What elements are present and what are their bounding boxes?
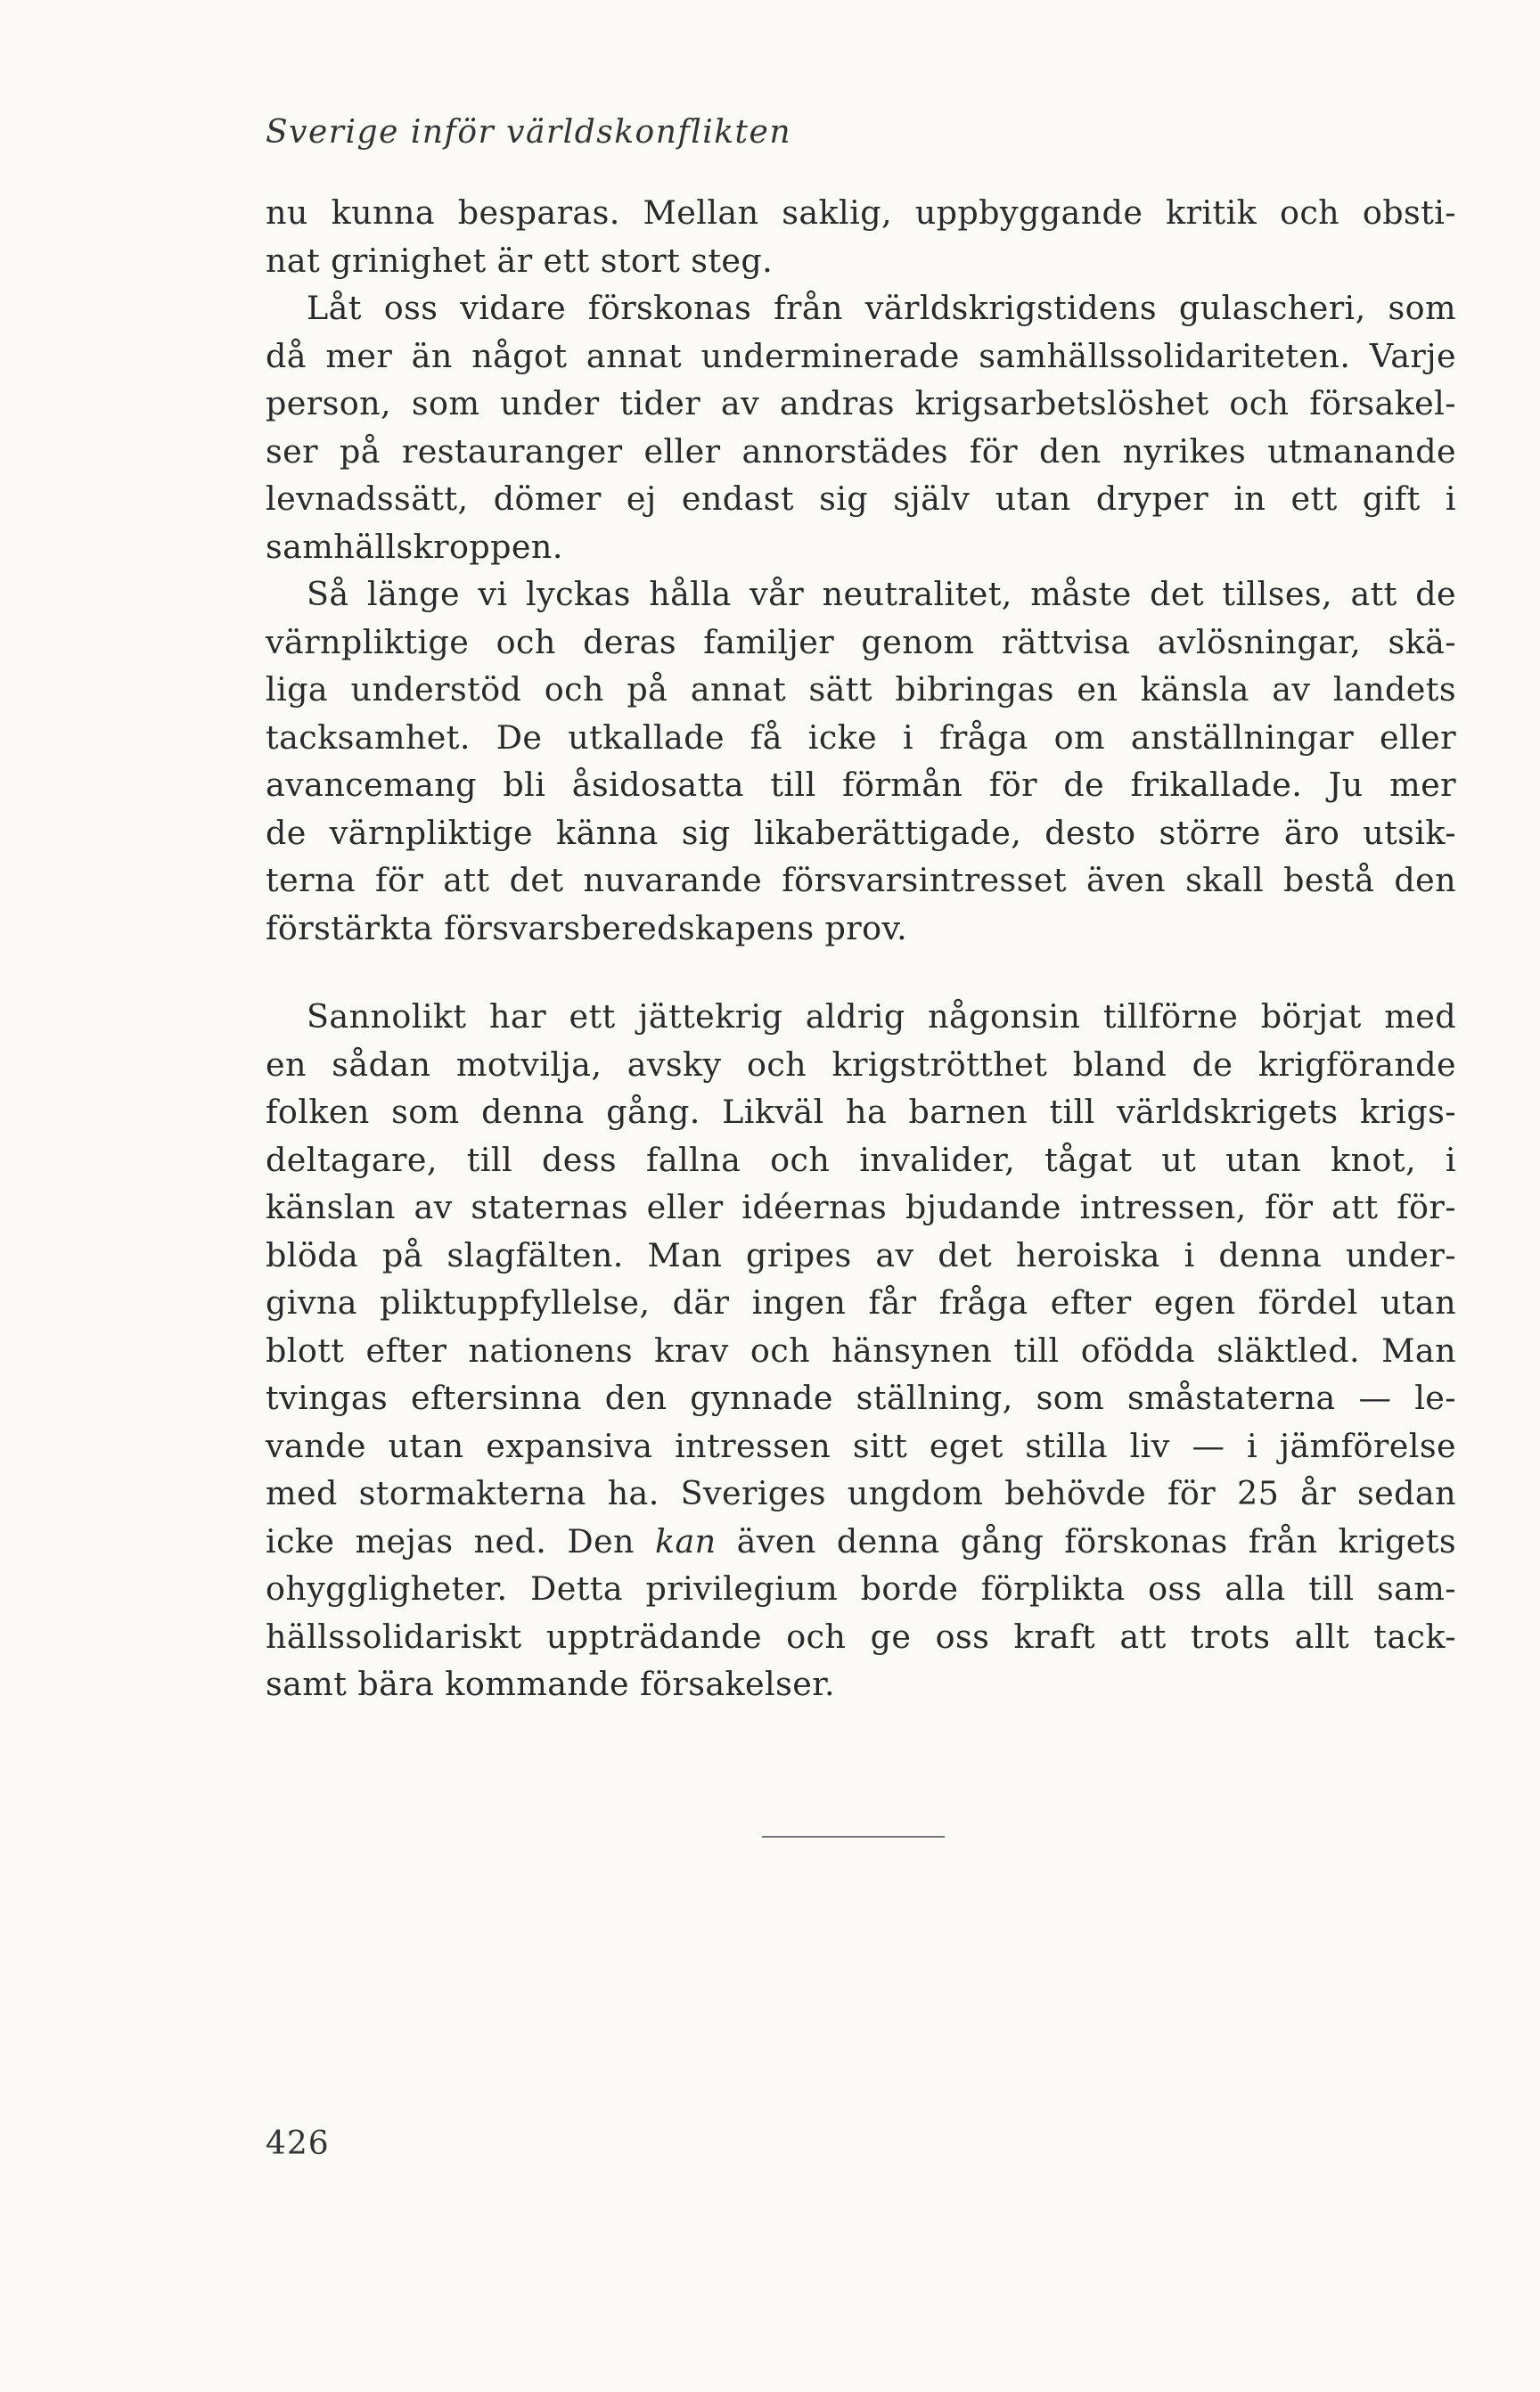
text-line: blott efter nationens krav och hänsynen till ofödda släktled. Man [266,1331,1456,1370]
text-line: Låt oss vidare förskonas från världskrigstidens gulascheri, som [307,289,1456,327]
text-segment: Den [567,1521,635,1561]
text-line: folken som denna gång. Likväl ha barnen till världskrigets krigs- [266,1093,1456,1131]
emphasized-word: kan [655,1521,717,1561]
text-block-2 [266,993,1456,1708]
text-line: de värnpliktige känna sig likaberättigade, desto större äro utsik- [266,813,1456,852]
text-line: Så länge vi lyckas hålla vår neutralitet, måste det tillses, att de [307,575,1456,613]
text-line: en sådan motvilja, avsky och krigströtthet bland de krigförande [266,1044,1456,1084]
text-line-with-emphasis [266,1518,1456,1566]
text-line: nu kunna besparas. Mellan saklig, uppbyggande kritik och obsti- [266,193,1456,232]
text-segment: även denna gång förskonas från krigets [736,1521,1457,1561]
running-title: Sverige inför världskonflikten [266,114,792,151]
text-line: nat grinighet är ett stort steg. [266,241,774,280]
text-line: tvingas eftersinna den gynnade ställning, som småstaterna — le- [266,1379,1456,1417]
paragraph [266,570,1456,952]
text-line: tacksamhet. De utkallade få icke i fråga om anställningar eller [266,717,1456,757]
text-line: värnpliktige och deras familjer genom rättvisa avlösningar, skä- [266,622,1456,661]
text-block-1 [266,189,1456,952]
text-line: känslan av staternas eller idéernas bjudande intressen, för att för- [266,1188,1456,1226]
paragraph [266,993,1456,1708]
text-line: ser på restauranger eller annorstädes för den nyrikes utmanande [266,431,1456,471]
text-line: förstärkta försvarsberedskapens prov. [266,908,908,947]
text-line: avancemang bli åsidosatta till förmån för de frikallade. Ju mer [266,766,1456,804]
text-line: levnadssätt, dömer ej endast sig själv utan dryper in ett gift i [266,479,1456,518]
text-line: med stormakterna ha. Sveriges ungdom behövde för 25 år sedan [266,1474,1456,1512]
text-line: deltagare, till dess fallna och invalider, tågat ut utan knot, i [266,1140,1456,1179]
section-divider [762,1836,945,1838]
text-line: blöda på slagfälten. Man gripes av det heroiska i denna under- [266,1235,1456,1274]
text-line: då mer än något annat underminerade samhällssolidariteten. Varje [266,336,1456,375]
text-segment: icke mejas ned. [266,1521,547,1561]
text-line: person, som under tider av andras krigsarbetslöshet och försakel- [266,384,1456,422]
text-line: terna för att det nuvarande försvarsintresset även skall bestå den [266,861,1456,899]
text-line: samhällskroppen. [266,527,563,566]
paragraph [266,189,1456,284]
paragraph [266,284,1456,570]
text-line: samt bära kommande försakelser. [266,1665,836,1703]
text-line: givna pliktuppfyllelse, där ingen får fråga efter egen fördel utan [266,1283,1456,1322]
text-line: hällssolidariskt uppträdande och ge oss kraft att trots allt tack- [266,1617,1456,1656]
text-line: vande utan expansiva intressen sitt eget stilla liv — i jämförelse [266,1426,1456,1465]
text-line: liga understöd och på annat sätt bibringas en känsla av landets [266,670,1456,709]
text-line: ohyggligheter. Detta privilegium borde förplikta oss alla till sam- [266,1569,1456,1608]
page-number: 426 [266,2126,330,2162]
text-line: Sannolikt har ett jättekrig aldrig någonsin tillförne börjat med [307,997,1456,1036]
